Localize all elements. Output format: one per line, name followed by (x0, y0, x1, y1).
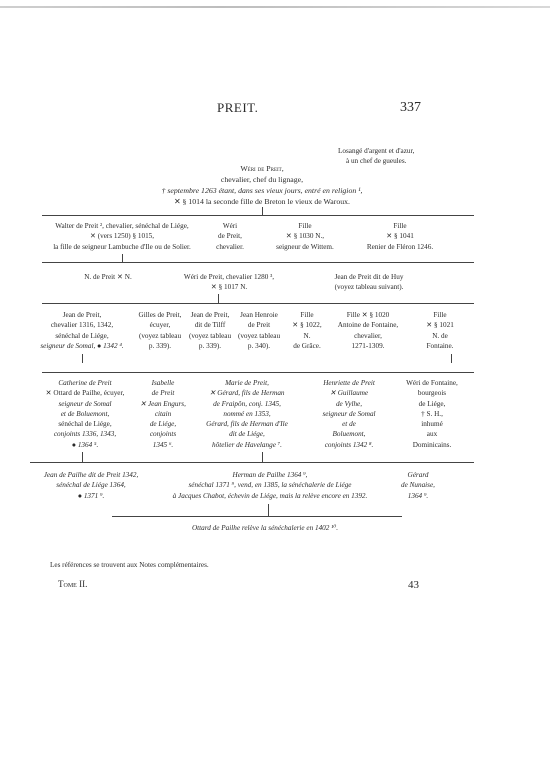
person-line: de Liége, (149, 420, 177, 429)
root-name: Wéri de Preit, (240, 164, 284, 173)
person-line: ✕ Ottard de Pailhe, écuyer, (45, 389, 125, 398)
person-line: sénéchal de Liége 1364, (56, 481, 126, 490)
person-line: seigneur de Somal (322, 409, 376, 418)
person-line: Marie de Preit, (225, 379, 269, 387)
person-catherine (30, 378, 140, 450)
person-line: écuyer, (149, 321, 171, 330)
person-line: conjoints 1336, 1343, (53, 430, 117, 439)
person-walter (38, 221, 206, 252)
footnote: Les références se trouvent aux Notes complémentaires. (50, 561, 209, 569)
person-line: hôtelier de Havelange ⁷. (212, 440, 282, 449)
person-gilles (135, 310, 185, 351)
person-fille-grace (286, 310, 328, 351)
person-line: Wéri de Preit, chevalier 1280 ³, (183, 273, 275, 281)
person-line: N. de Preit ✕ N. (84, 273, 132, 281)
page-number: 337 (400, 100, 421, 115)
person-line: conjoints 1342 ⁸. (324, 440, 374, 449)
person-line: citain (154, 409, 172, 418)
page-title: PREIT. (217, 100, 259, 115)
person-line: Boluemont, (332, 430, 366, 439)
generation-line-6 (112, 516, 402, 517)
footer-tome: Tome II. (58, 579, 88, 589)
person-line: p. 339). (148, 341, 172, 350)
person-line: bourgeois (417, 389, 447, 398)
person-line: Jean de Preit dit de Huy (334, 273, 404, 281)
root-line: chevalier, chef du lignage, (220, 175, 304, 184)
person-line: chevalier. (216, 242, 244, 251)
person-line: inhumé (421, 420, 443, 429)
person-line: de Preit, (218, 232, 242, 241)
person-line: Walter de Preit ², chevalier, sénéchal de Liége, (55, 222, 189, 230)
person-line: aux (426, 430, 438, 439)
person-line: p. 339). (198, 341, 222, 350)
person-line: Gérard (407, 471, 429, 479)
tree-connector (262, 207, 263, 215)
person-line: Antoine de Fontaine, (337, 321, 399, 330)
generation-line-4 (42, 372, 474, 373)
person-line: ✕ Guillaume (329, 389, 369, 398)
generation-line-2 (42, 262, 474, 263)
person-line: Henriette de Preit (323, 379, 375, 387)
person-ottard-pailhe: Ottard de Pailhe relève la sénéchalerie en 1402 ¹⁰. (191, 524, 338, 532)
person-fille-fleron (350, 221, 450, 252)
person-line: Renier de Fléron 1246. (366, 242, 434, 251)
person-line: de Vylhe, (335, 399, 363, 408)
tree-connector (268, 504, 269, 516)
person-line: chevalier, (354, 331, 382, 340)
footer-sheet-number: 43 (408, 579, 419, 591)
person-line: ● 1371 ⁹. (77, 491, 105, 500)
tree-connector (218, 294, 219, 303)
person-line: seigneur de Somal, ● 1342 ⁴. (40, 341, 124, 350)
person-line: 1364 ⁹. (407, 491, 429, 500)
person-line: ✕ § 1022, (292, 321, 322, 330)
person-fille-fontaine (410, 310, 470, 351)
person-line: ✕ Gérard, fils de Herman (209, 389, 285, 398)
person-line: ✕ (vers 1250) § 1015, (89, 232, 155, 241)
person-line: (voyez tableau (188, 331, 232, 340)
person-line: Gilles de Preit, (138, 311, 182, 319)
person-line: Fille (300, 311, 314, 319)
person-line: sénéchal 1371 ⁹, vend, en 1385, la sénéchalerie de Liége (188, 481, 352, 490)
person-line: dit de Tilff (194, 321, 226, 330)
person-line: chevalier 1316, 1342, (50, 321, 114, 330)
arms-line: Losangé d'argent et d'azur, (338, 147, 415, 155)
person-line: à Jacques Chabot, échevin de Liége, mais la relève encore en 1392. (172, 491, 368, 500)
person-line: (voyez tableau (138, 331, 182, 340)
person-line: de Fraipôn, conj. 1345, (213, 399, 281, 408)
person-line: (voyez tableau suivant). (334, 283, 404, 292)
person-line: de Preit (151, 389, 175, 398)
person-line: ✕ Jean Engurs, (140, 399, 186, 408)
person-line: de Nunaise, (401, 481, 435, 490)
person-line: ● 1364 ⁵. (71, 440, 99, 449)
person-line: la fille de seigneur Lambuche d'Ile ou de Solier. (53, 242, 191, 251)
tree-connector (122, 254, 123, 262)
person-marie (190, 378, 304, 450)
person-line: seigneur de Somal (58, 399, 112, 408)
person-line: seigneur de Wittem. (276, 242, 334, 251)
tree-connector (262, 452, 263, 462)
person-line: Jean de Pailhe dit de Preit 1342, (43, 471, 139, 479)
person-line: Fille (298, 222, 312, 230)
person-line: N. (303, 331, 311, 340)
person-line: Jean Henroie (240, 311, 278, 319)
person-line: † S. H., (421, 409, 443, 418)
generation-line-1 (42, 215, 474, 216)
arms-line: à un chef de gueules. (345, 157, 407, 166)
person-line: Dominicains. (412, 440, 452, 449)
person-line: Wéri (222, 222, 238, 230)
person-herman-pailhe (150, 470, 390, 501)
generation-line-3 (42, 303, 474, 304)
person-n-de-preit (62, 272, 154, 282)
person-line: Fontaine. (426, 341, 454, 350)
person-line: Fille (433, 311, 447, 319)
person-line: (voyez tableau (237, 331, 281, 340)
person-line: ✕ § 1041 (386, 232, 414, 241)
person-line: de Preit (247, 321, 271, 330)
person-line: dit de Liége, (229, 430, 265, 439)
person-line: nommé en 1353, (223, 409, 271, 418)
person-line: 1271-1309. (351, 341, 385, 350)
person-jean-de-huy (306, 272, 432, 293)
root-line: ✕ § 1014 la seconde fille de Breton le vieux de Waroux. (174, 197, 350, 206)
person-weri (210, 221, 250, 252)
tree-connector (82, 354, 83, 363)
person-line: 1345 ⁶. (152, 440, 174, 449)
person-jean-henroie (235, 310, 283, 351)
tree-connector (82, 452, 83, 462)
tree-connector (451, 354, 452, 363)
person-jean-tilff (186, 310, 234, 351)
person-line: de Liége, (418, 399, 446, 408)
person-line: Catherine de Preit (58, 379, 112, 387)
root-ancestor (115, 163, 409, 207)
person-jean-senechal (30, 310, 134, 351)
root-line: † septembre 1263 étant, dans ses vieux jours, entré en religion ¹, (161, 186, 363, 195)
person-line: ✕ § 1021 (426, 321, 454, 330)
person-jean-pailhe (32, 470, 150, 501)
person-line: ✕ § 1017 N. (210, 283, 248, 292)
person-line: Isabelle (151, 379, 175, 387)
person-line: Jean de Preit, (62, 311, 102, 319)
person-isabelle (134, 378, 192, 450)
person-line: ✕ § 1030 N., (285, 232, 325, 241)
person-line: et de (342, 420, 356, 429)
person-fille-wittem (265, 221, 345, 252)
generation-line-5 (30, 462, 474, 463)
person-gerard-nunaise (388, 470, 448, 501)
person-line: Gérard, fils de Herman d'Ile (206, 420, 288, 429)
person-line: p. 340). (247, 341, 271, 350)
person-line: sénéchal de Liége, (58, 420, 112, 429)
person-weri-1280 (163, 272, 295, 293)
person-fille-antoine (328, 310, 408, 351)
person-line: et de Boluemont, (60, 409, 110, 418)
person-line: Herman de Pailhe 1364 ⁹, (232, 471, 308, 479)
person-line: Wéri de Fontaine, (406, 379, 458, 387)
scan-edge-line (0, 6, 550, 8)
person-line: de Grâce. (293, 341, 321, 350)
person-henriette (306, 378, 392, 450)
person-line: sénéchal de Liége, (55, 331, 109, 340)
person-weri-fontaine (392, 378, 472, 450)
person-line: Fille (393, 222, 407, 230)
person-line: conjoints (149, 430, 177, 439)
person-line: Fille ✕ § 1020 (346, 311, 390, 319)
person-line: Jean de Preit, (190, 311, 230, 319)
person-line: N. de (432, 331, 448, 340)
